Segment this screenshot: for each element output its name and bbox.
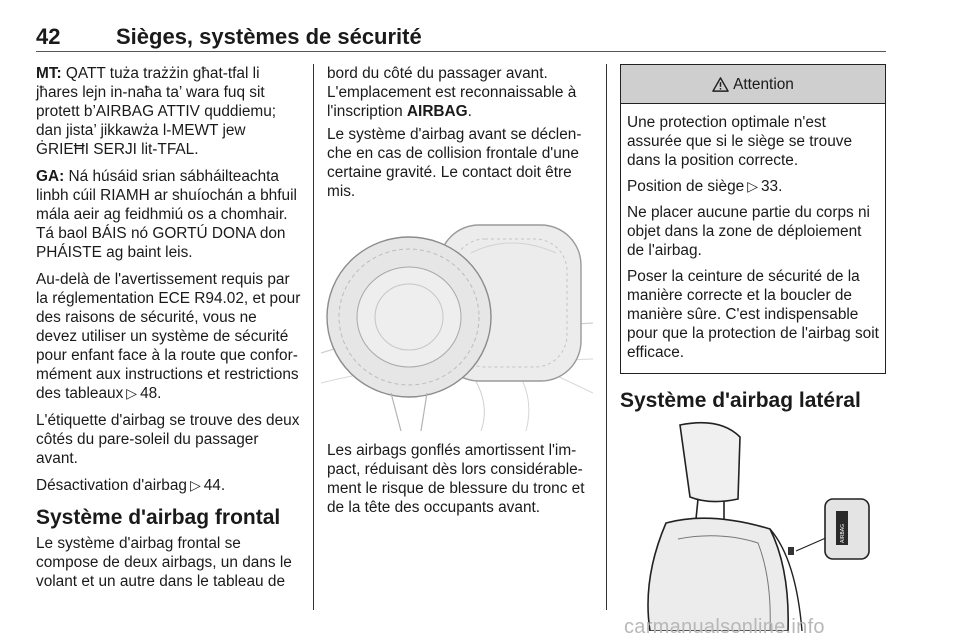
airbag-inscription: AIRBAG	[406, 103, 468, 120]
paragraph-regulation	[36, 270, 302, 403]
side-airbag-seat-illustration	[620, 419, 886, 631]
paragraph-text: Le système d'airbag frontal se compose de deux airbags, un dans le volant et un autre dans le tableau de	[36, 535, 292, 590]
section-heading-side: Système d'airbag latéral	[620, 389, 861, 412]
page-title: Sièges, systèmes de sécurité	[116, 24, 422, 49]
page-reference[interactable]: 44.	[203, 477, 226, 494]
paragraph-trigger	[327, 125, 593, 201]
page-header	[36, 24, 886, 54]
page-reference[interactable]: 48.	[140, 385, 162, 402]
frontal-airbag-illustration	[321, 213, 593, 431]
column-divider	[313, 64, 314, 610]
warning-text: Une protection optimale n'est assurée que si le siège se trouve dans la position correcte.	[627, 114, 853, 169]
paragraph-text: QATT tuża trażżin għat-tfal li jħares lejn in-naħa ta’ wara fuq sit protett b’AIRBAG ATTIV quddiemu; dan jista’ jikkawża l-MEWT jew ĠRIEĦI SERJI lit-TFAL.	[36, 65, 277, 158]
warning-header	[621, 65, 885, 104]
warning-text: Position de siège ▷ 33.	[627, 178, 783, 195]
warning-box	[620, 64, 886, 374]
paragraph-frontal	[36, 534, 302, 591]
warning-title: Attention	[733, 75, 794, 93]
column-2	[327, 64, 593, 525]
warning-text: Poser la ceinture de sécurité de la manière correcte et la boucler de manière sûre. C'est indispensable pour que la protection de l'airbag soit efficace.	[627, 268, 879, 361]
column-1	[36, 64, 302, 599]
paragraph-text: L'étiquette d'airbag se trouve des deux côtés du pare-soleil du passager avant.	[36, 412, 300, 467]
paragraph-text: Les airbags gonflés amortissent l'impact, réduisant dès lors considérablement le risque de blessure du tronc et de la tête des occupants avant.	[327, 442, 585, 516]
warning-body	[621, 104, 885, 373]
paragraph-location: bord du côté du passager avant. L'emplacement est reconnaissable à l'inscription AIRBAG.	[327, 65, 577, 120]
svg-text:AIRBAG: AIRBAG	[840, 523, 846, 543]
watermark: carmanualsonline.info	[624, 616, 825, 638]
paragraph-text: bord du côté du passager avant. L'emplacement est reconnaissable à l'inscription	[327, 65, 577, 120]
cross-reference-icon: ▷	[747, 178, 758, 194]
paragraph-text: Ná húsáid srian sábháilteachta linbh cúil RIAMH ar shuíochán a bhfuil mála aeir ag feidhmiú os a chomhair. Tá baol BÁIS nó GORTÚ DONA don PHÁISTE ag baint leis.	[36, 168, 297, 261]
paragraph-label-location	[36, 411, 302, 468]
column-3	[620, 64, 886, 631]
warning-triangle-icon	[712, 77, 729, 92]
section-heading-frontal: Système d'airbag frontal	[36, 506, 281, 529]
paragraph-ga	[36, 167, 302, 262]
paragraph-text: Désactivation d'airbag	[36, 477, 187, 494]
paragraph-deactivation	[36, 476, 302, 495]
paragraph-text: Le système d'airbag avant se déclenche en cas de collision frontale d'une certaine gravité. Le contact doit être mis.	[327, 126, 582, 200]
cross-reference-icon: ▷	[189, 477, 201, 493]
column-divider	[606, 64, 607, 610]
language-label-ga: GA:	[36, 168, 65, 185]
language-label-mt: MT:	[36, 65, 62, 82]
cross-reference-icon: ▷	[126, 385, 138, 401]
page-number: 42	[36, 24, 61, 49]
header-rule	[36, 51, 886, 52]
warning-text: Ne placer aucune partie du corps ni objet dans la zone de déploiement de l'airbag.	[627, 204, 870, 259]
paragraph-impact	[327, 441, 593, 517]
paragraph-text: Au-delà de l'avertissement requis par la réglementation ECE R94.02, et pour des raisons de sécurité, vous ne devez utiliser un système de sécurité pour enfant face à la route que conformément aux instructions et restrictions des tableaux	[36, 271, 301, 402]
page-reference[interactable]: 33.	[761, 178, 783, 195]
paragraph-mt	[36, 64, 302, 159]
